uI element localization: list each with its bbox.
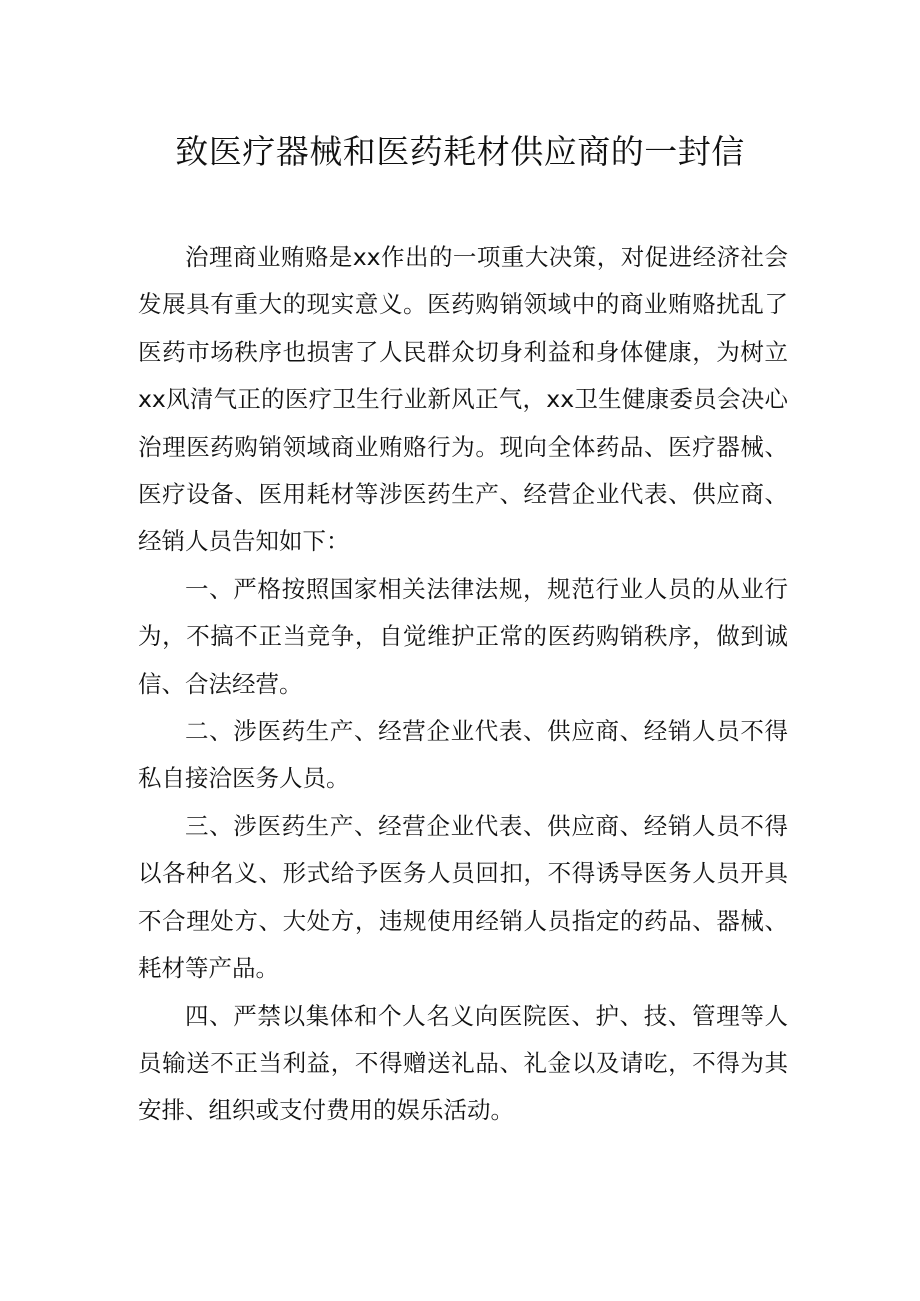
paragraph-item-3: 三、涉医药生产、经营企业代表、供应商、经销人员不得以各种名义、形式给予医务人员回扣，不得诱导医务人员开具不合理处方、大处方，违规使用经销人员指定的药品、器械、耗材等产品。 xyxy=(138,811,788,983)
document-body xyxy=(138,234,788,1135)
document-title: 致医疗器械和医药耗材供应商的一封信 xyxy=(175,132,745,171)
paragraph-item-2: 二、涉医药生产、经营企业代表、供应商、经销人员不得私自接洽医务人员。 xyxy=(138,717,788,793)
paragraph-item-4: 四、严禁以集体和个人名义向医院医、护、技、管理等人员输送不正当利益，不得赠送礼品、礼金以及请吃，不得为其安排、组织或支付费用的娱乐活动。 xyxy=(138,1001,788,1125)
paragraph-intro: 治理商业贿赂是xx作出的一项重大决策，对促进经济社会发展具有重大的现实意义。医药购销领域中的商业贿赂扰乱了医药市场秩序也损害了人民群众切身利益和身体健康，为树立xx风清气正的医疗卫生行业新风正气，xx卫生健康委员会决心治理医药购销领域商业贿赂行为。现向全体药品、医疗器械、医疗设备、医用耗材等涉医药生产、经营企业代表、供应商、经销人员告知如下： xyxy=(138,243,788,556)
paragraph-item-1: 一、严格按照国家相关法律法规，规范行业人员的从业行为，不搞不正当竞争，自觉维护正常的医药购销秩序，做到诚信、合法经营。 xyxy=(138,574,788,698)
